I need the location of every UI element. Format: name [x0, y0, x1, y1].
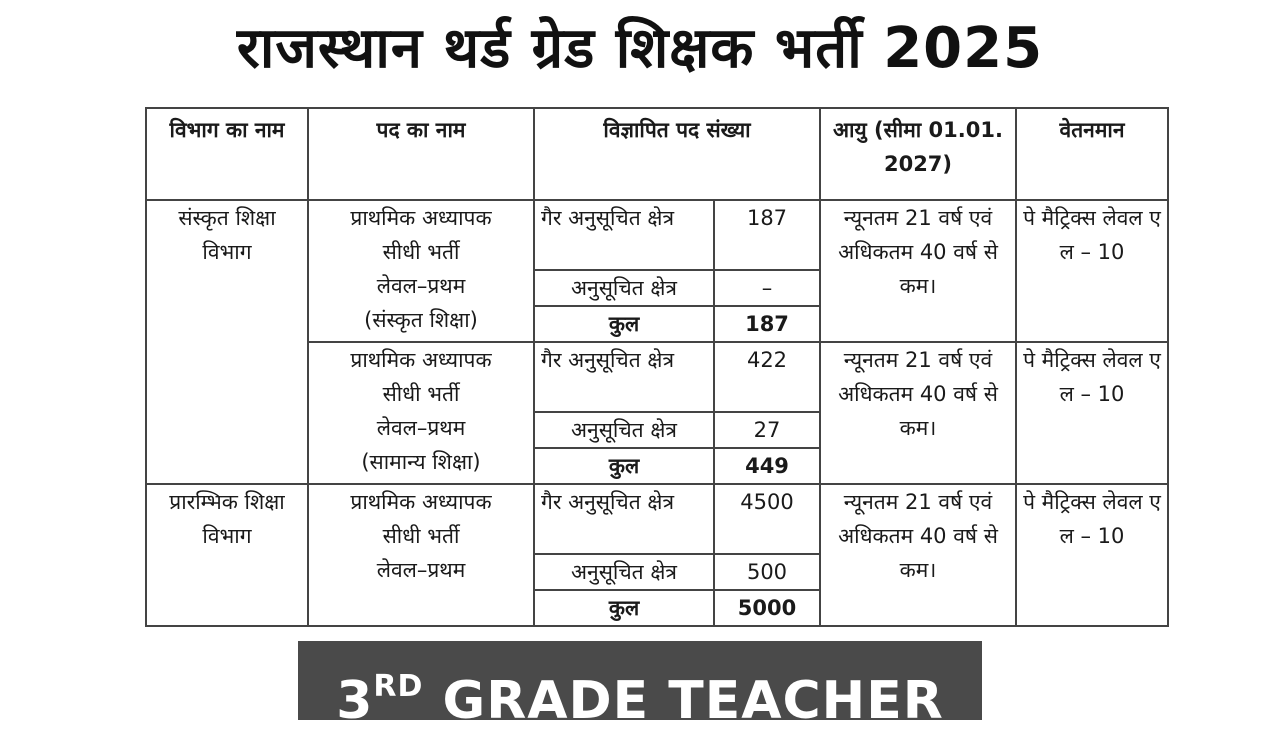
header-pay: वेतनमान: [1016, 108, 1168, 200]
total-value: 449: [714, 448, 820, 484]
post-line: (संस्कृत शिक्षा): [364, 308, 478, 332]
age-cell: न्यूनतम 21 वर्ष एवं अधिकतम 40 वर्ष से कम।: [820, 200, 1016, 342]
post-line: लेवल–प्रथम: [376, 274, 466, 298]
non-scheduled-value: 4500: [714, 484, 820, 554]
total-label: कुल: [534, 306, 714, 342]
post-cell: [308, 200, 534, 342]
page-title: राजस्थान थर्ड ग्रेड शिक्षक भर्ती 2025: [236, 16, 1044, 81]
vacancy-table: [145, 107, 1169, 627]
header-post: पद का नाम: [308, 108, 534, 200]
banner-ordinal: RD: [373, 669, 424, 704]
header-age: आयु (सीमा 01.01. 2027): [820, 108, 1016, 200]
table-row: [146, 484, 1168, 554]
post-line: (सामान्य शिक्षा): [361, 450, 481, 474]
post-line: लेवल–प्रथम: [376, 416, 466, 440]
header-department: विभाग का नाम: [146, 108, 308, 200]
post-line: प्राथमिक अध्यापक: [350, 490, 492, 514]
table-header-row: [146, 108, 1168, 200]
total-label: कुल: [534, 448, 714, 484]
scheduled-value: 27: [714, 412, 820, 448]
total-value: 187: [714, 306, 820, 342]
age-cell: न्यूनतम 21 वर्ष एवं अधिकतम 40 वर्ष से कम।: [820, 342, 1016, 484]
banner-number: 3: [336, 671, 374, 731]
banner-text: GRADE TEACHER: [423, 671, 944, 731]
pay-cell: पे मैट्रिक्स लेवल ए ल – 10: [1016, 200, 1168, 342]
post-line: प्राथमिक अध्यापक: [350, 206, 492, 230]
total-value: 5000: [714, 590, 820, 626]
total-label: कुल: [534, 590, 714, 626]
pay-cell: पे मैट्रिक्स लेवल ए ल – 10: [1016, 342, 1168, 484]
scheduled-value: 500: [714, 554, 820, 590]
post-line: सीधी भर्ती: [382, 382, 460, 406]
post-line: सीधी भर्ती: [382, 240, 460, 264]
non-scheduled-value: 187: [714, 200, 820, 270]
post-line: सीधी भर्ती: [382, 524, 460, 548]
header-vacancies: विज्ञापित पद संख्या: [534, 108, 820, 200]
scheduled-label: अनुसूचित क्षेत्र: [534, 554, 714, 590]
pay-cell: पे मैट्रिक्स लेवल ए ल – 10: [1016, 484, 1168, 626]
scheduled-label: अनुसूचित क्षेत्र: [534, 412, 714, 448]
non-scheduled-value: 422: [714, 342, 820, 412]
non-scheduled-label: गैर अनुसूचित क्षेत्र: [534, 200, 714, 270]
non-scheduled-label: गैर अनुसूचित क्षेत्र: [534, 342, 714, 412]
department-cell: प्रारम्भिक शिक्षा विभाग: [146, 484, 308, 626]
age-cell: न्यूनतम 21 वर्ष एवं अधिकतम 40 वर्ष से कम।: [820, 484, 1016, 626]
post-line: लेवल–प्रथम: [376, 558, 466, 582]
post-cell: [308, 342, 534, 484]
scheduled-value: –: [714, 270, 820, 306]
post-cell: [308, 484, 534, 626]
table-row: [146, 200, 1168, 270]
non-scheduled-label: गैर अनुसूचित क्षेत्र: [534, 484, 714, 554]
post-line: प्राथमिक अध्यापक: [350, 348, 492, 372]
department-cell: संस्कृत शिक्षा विभाग: [146, 200, 308, 484]
grade-banner: [298, 641, 982, 731]
scheduled-label: अनुसूचित क्षेत्र: [534, 270, 714, 306]
